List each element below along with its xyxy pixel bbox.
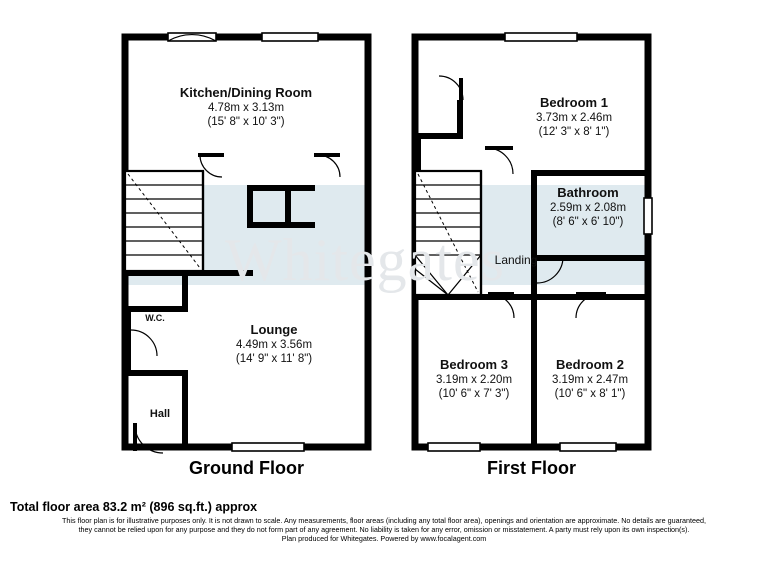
floor-title-ground: Ground Floor	[189, 458, 304, 478]
door-leaf-bedroom2	[576, 292, 606, 296]
room-imperial: (10' 6" x 8' 1")	[554, 388, 626, 400]
room-name: Bedroom 3	[440, 357, 508, 372]
room-label-kitchen-dining	[150, 86, 342, 129]
room-label-bedroom1	[490, 96, 658, 139]
room-name: Bedroom 1	[540, 95, 608, 110]
watermark-text: Whitegates	[225, 227, 505, 293]
door-leaf-front	[133, 423, 137, 451]
room-name: Lounge	[250, 322, 298, 337]
door-leaf-bedroom1	[485, 146, 513, 150]
room-label-hall: Hall	[149, 408, 171, 420]
room-name: Bathroom	[557, 185, 619, 200]
wall-airing-right	[457, 100, 463, 139]
window-bedroom2-bottom	[560, 443, 616, 451]
room-imperial: (15' 8" x 10' 3")	[207, 116, 285, 128]
room-label-bathroom	[518, 186, 658, 229]
room-metric: 3.19m x 2.47m	[551, 374, 629, 386]
room-imperial: (12' 3" x 8' 1")	[538, 126, 610, 138]
disclaimer	[0, 516, 768, 544]
wall-wc-right	[182, 276, 188, 312]
window-bedroom1-top	[505, 33, 577, 41]
disclaimer-line-1: This floor plan is for illustrative purposes only. It is not drawn to scale. Any measurements, floor areas (including any total floor area), openings and orientation are approximate. No details are guaranteed,	[62, 516, 706, 525]
room-label-lounge	[186, 323, 362, 366]
door-leaf-airing	[459, 78, 463, 102]
room-imperial: (10' 6" x 7' 3")	[438, 388, 510, 400]
room-name: Bedroom 2	[556, 357, 624, 372]
staircase-first	[415, 171, 481, 295]
window-kitchen-top-right	[262, 33, 318, 41]
room-metric: 3.73m x 2.46m	[535, 112, 613, 124]
room-imperial: (8' 6" x 6' 10")	[552, 216, 624, 228]
wall-cupboard-bottom	[247, 222, 315, 228]
wall-bathroom-top	[531, 170, 648, 176]
staircase-ground	[125, 171, 203, 271]
room-label-bedroom2	[532, 358, 648, 401]
door-leaf-kitchen-inner	[198, 153, 224, 157]
disclaimer-line-2: they cannot be relied upon for any purpose and they do not form part of any agreement. No liability is taken for any error, omission or misstatement. A party must rely upon its own inspection(s).	[78, 525, 690, 535]
door-leaf-bedroom3	[488, 292, 514, 296]
total-floor-area: Total floor area 83.2 m² (896 sq.ft.) approx	[10, 500, 258, 514]
room-label-bedroom3	[418, 358, 530, 401]
disclaimer-line-3: Plan produced for Whitegates. Powered by www.focalagent.com	[281, 534, 487, 544]
room-metric: 4.49m x 3.56m	[235, 339, 313, 351]
room-name: Kitchen/Dining Room	[179, 85, 313, 100]
wall-cupboard-mid	[285, 191, 291, 225]
wall-bathroom-bottom-right	[569, 255, 648, 261]
window-bedroom3-bottom	[428, 443, 480, 451]
room-label-wc: W.C.	[145, 313, 165, 323]
room-metric: 3.19m x 2.20m	[435, 374, 513, 386]
window-lounge-bottom	[232, 443, 304, 451]
room-label-landing: Landing	[494, 253, 538, 267]
room-metric: 4.78m x 3.13m	[207, 102, 285, 114]
wall-airing-left	[415, 135, 421, 175]
room-metric: 2.59m x 2.08m	[549, 202, 627, 214]
wall-hall-step	[125, 370, 187, 376]
floor-title-first: First Floor	[487, 458, 576, 478]
room-imperial: (14' 9" x 11' 8")	[235, 353, 313, 365]
wall-cupboard-top	[247, 185, 315, 191]
wall-airing-top	[415, 133, 463, 139]
door-leaf-store	[314, 153, 340, 157]
